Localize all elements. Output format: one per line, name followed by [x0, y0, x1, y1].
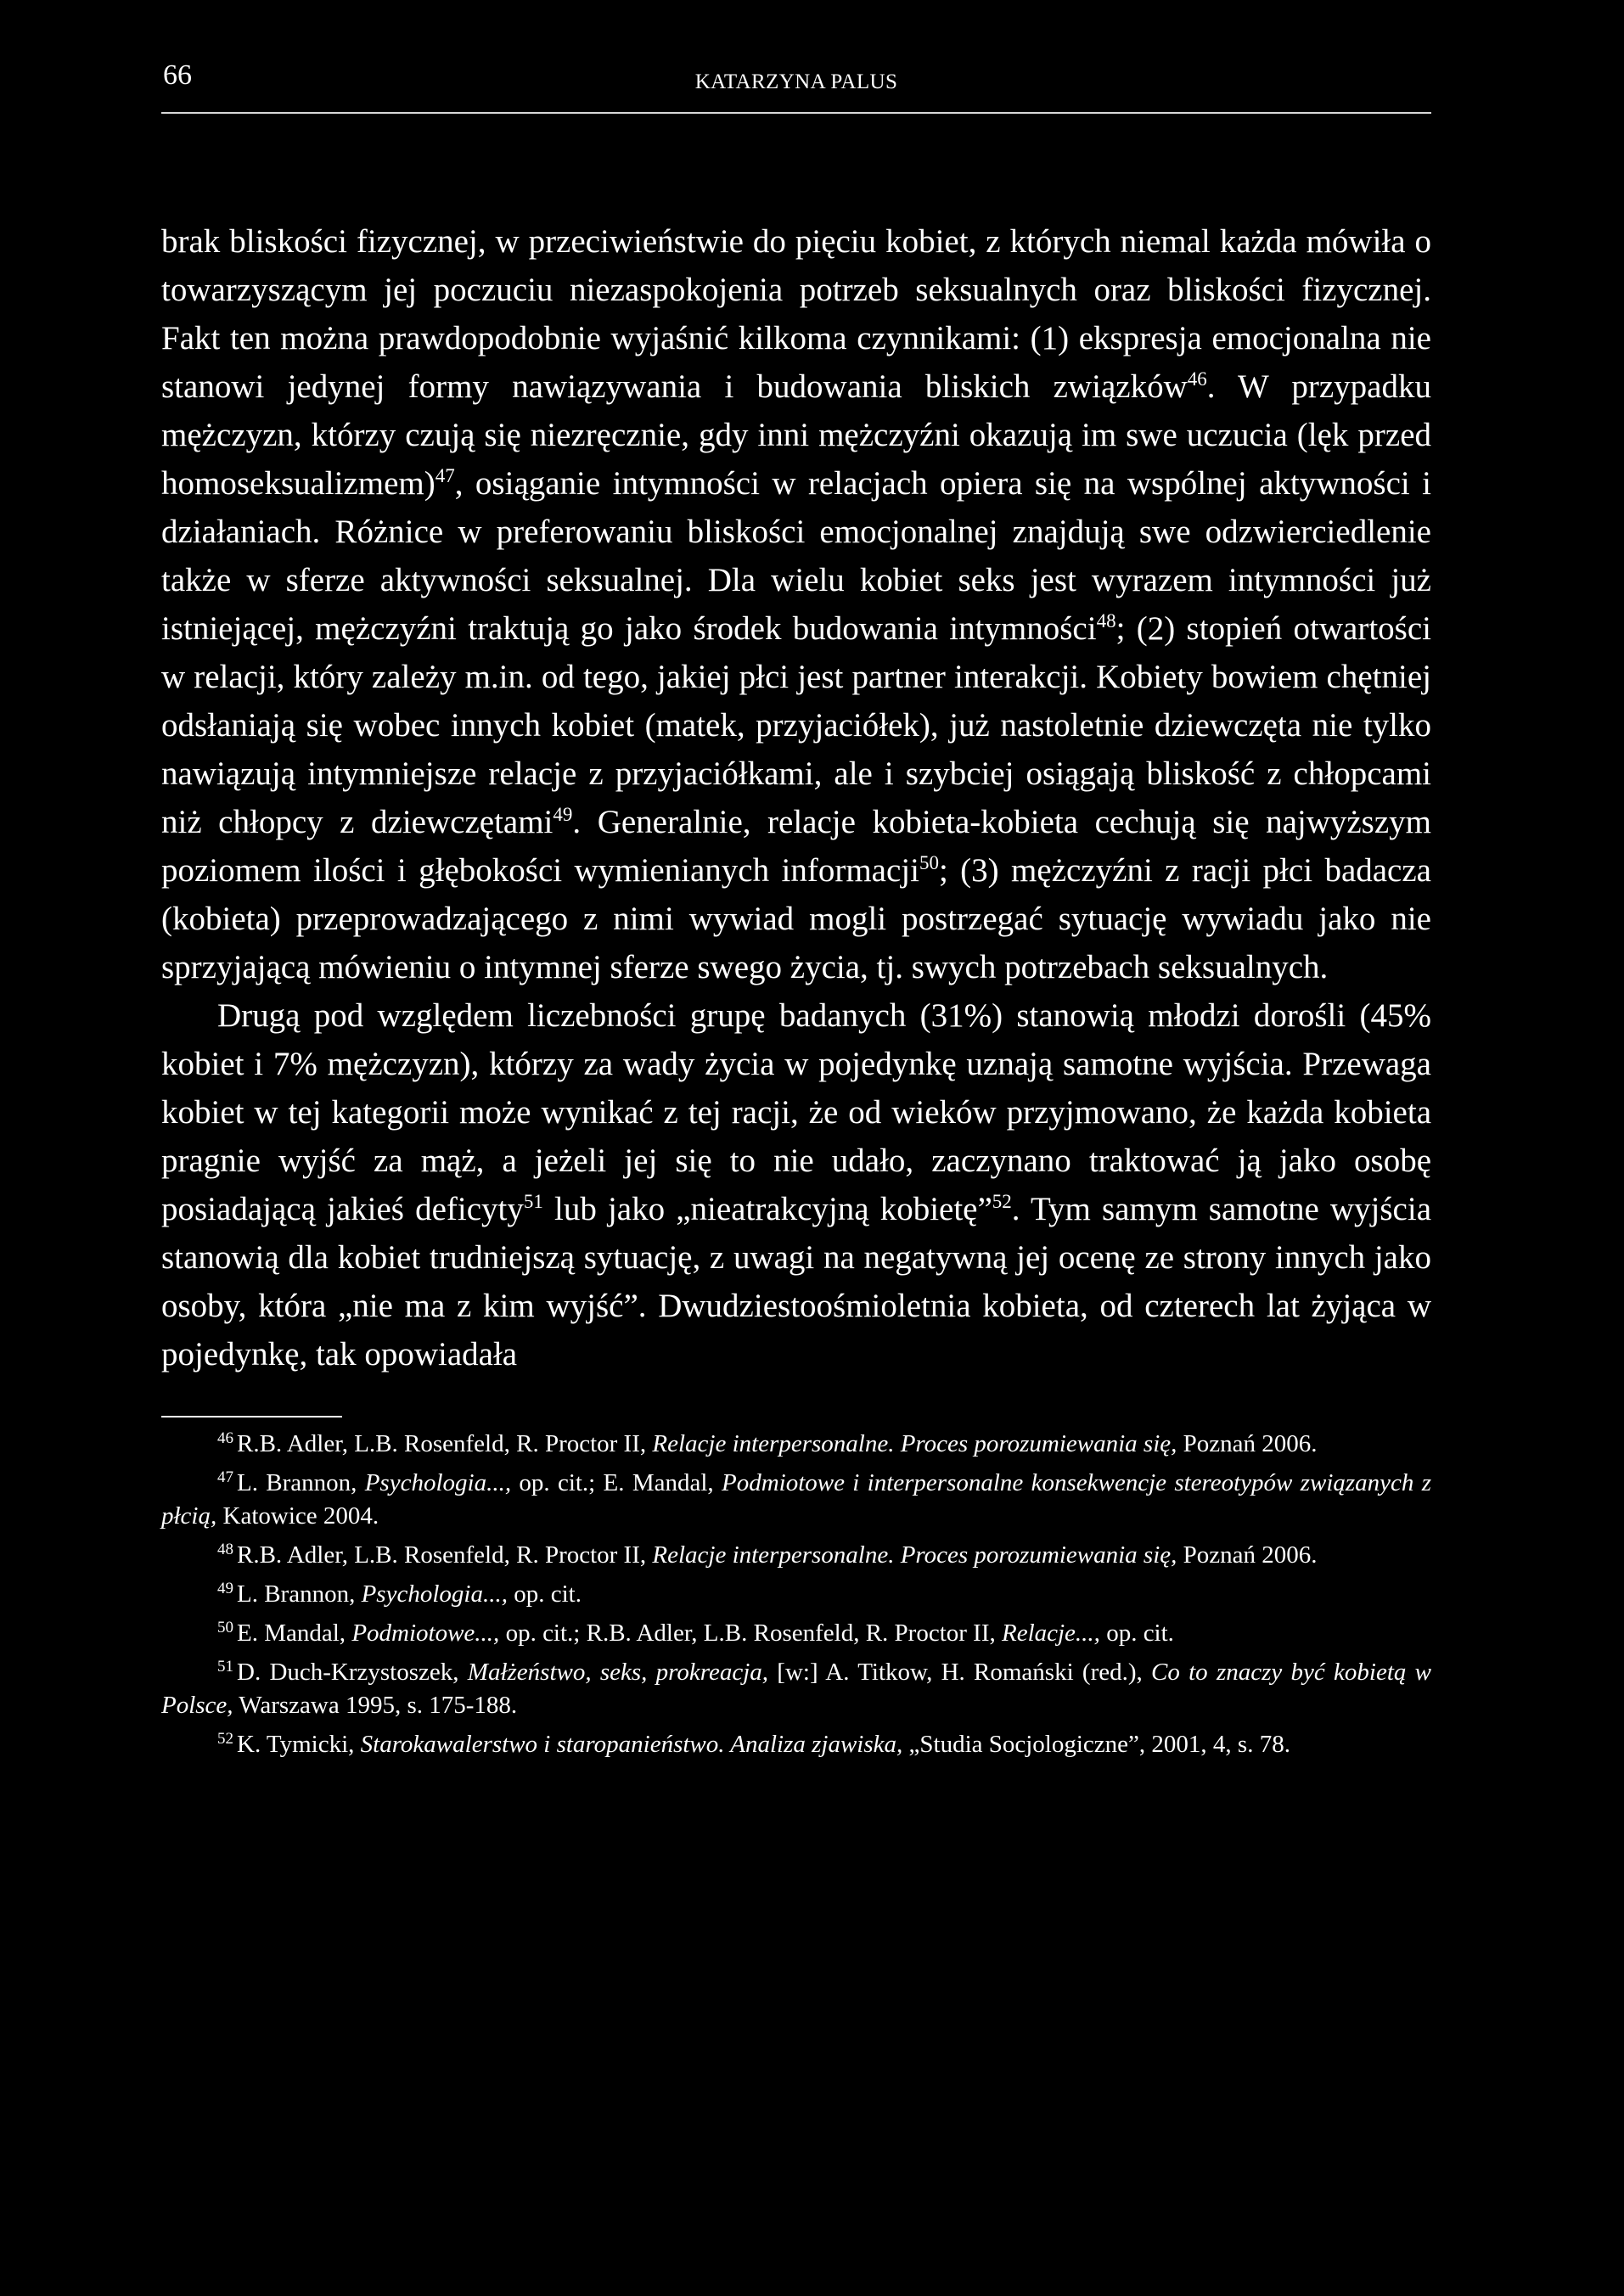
footnote-title: Starokawalerstwo i staropanieństwo. Analiza zjawiska, [360, 1731, 903, 1758]
footnote [161, 1467, 1431, 1533]
footnote-number: 48 [217, 1541, 233, 1558]
footnote-text: op. cit. [507, 1580, 582, 1608]
footnote-text: R.B. Adler, L.B. Rosenfeld, R. Proctor II, [237, 1430, 653, 1457]
footnote-text: op. cit. [1099, 1620, 1174, 1647]
footnote-text: R.B. Adler, L.B. Rosenfeld, R. Proctor II, [237, 1541, 653, 1569]
footnote-title: Psychologia..., [364, 1469, 512, 1496]
footnote-number: 51 [217, 1658, 233, 1676]
footnote-title: Podmiotowe i interpersonalne konsekwencje stereotypów związanych z płcią, [161, 1469, 1432, 1530]
footnote-number: 46 [217, 1429, 233, 1447]
text-run: . W przypadku mężczyzn, którzy czują się niezręcznie, gdy inni mężczyźni okazują im swe uczucia (lęk przed homoseksualizmem) [161, 368, 1431, 502]
footnote-text: Katowice 2004. [216, 1502, 379, 1530]
footnote-reference: 52 [992, 1191, 1012, 1212]
footnote-text: D. Duch-Krzystoszek, [237, 1659, 468, 1686]
footnote [161, 1578, 1431, 1611]
footnote-reference: 51 [523, 1191, 543, 1212]
footnote-text: L. Brannon, [237, 1580, 362, 1608]
footnote [161, 1428, 1431, 1461]
text-run: ; (2) stopień otwartości w relacji, który zależy m.in. od tego, jakiej płci jest partner interakcji. Kobiety bowiem chętniej odsłaniają się wobec innych kobiet (matek, przyjaciółek), już nastoletnie dziewczęta nie tylko nawiązują intymniejsze relacje z przyjaciółkami, ale i szybciej osiągają bliskość z chłopcami niż chłopcy z dziewczętami [161, 610, 1431, 840]
footnote-text: Poznań 2006. [1177, 1430, 1318, 1457]
text-run: , osiąganie intymności w relacjach opiera się na wspólnej aktywności i działaniach. Różnice w preferowaniu bliskości emocjonalnej znajdują swe odzwierciedlenie także w sferze aktywności seksualnej. Dla wielu kobiet seks jest wyrazem intymności już istniejącej, mężczyźni traktują go jako środek budowania intymności [161, 465, 1431, 647]
footnote-title: Relacje interpersonalne. Proces porozumiewania się, [652, 1541, 1177, 1569]
text-run: . Tym samym samotne wyjścia stanowią dla kobiet trudniejszą sytuację, z uwagi na negatywną jej ocenę ze strony innych jako osoby, która „nie ma z kim wyjść”. Dwudziestoośmioletnia kobieta, od czterech lat żyjąca w pojedynkę, tak opowiadała [161, 1191, 1431, 1373]
body-paragraph [161, 217, 1431, 991]
footnote [161, 1656, 1431, 1722]
text-run: Drugą pod względem liczebności grupę badanych (31%) stanowią młodzi dorośli (45% kobiet i 7% mężczyzn), którzy za wady życia w pojedynkę uznają samotne wyjścia. Przewaga kobiet w tej kategorii może wynikać z tej racji, że od wieków przyjmowano, że każda kobieta pragnie wyjść za mąż, a jeżeli jej się to nie udało, zaczynano traktować ją jako osobę posiadającą jakieś deficyty [161, 997, 1431, 1227]
footnote-separator [161, 1416, 342, 1417]
footnote-title: Co to znaczy być kobietą w Polsce, [161, 1659, 1431, 1719]
footnote-number: 47 [217, 1468, 233, 1486]
book-page [161, 59, 1431, 1767]
footnote-text: „Studia Socjologiczne”, 2001, 4, s. 78. [902, 1731, 1290, 1758]
running-head: KATARZYNA PALUS [694, 70, 898, 93]
footnote [161, 1539, 1431, 1572]
footnote-reference: 47 [435, 465, 455, 486]
footnote-reference: 50 [919, 852, 939, 873]
footnote-text: L. Brannon, [237, 1469, 365, 1496]
footnote [161, 1617, 1431, 1650]
footnote-text: E. Mandal, [237, 1620, 352, 1647]
text-run: brak bliskości fizycznej, w przeciwieństwie do pięciu kobiet, z których niemal każda mówiła o towarzyszącym jej poczuciu niezaspokojenia potrzeb seksualnych oraz bliskości fizycznej. Fakt ten można prawdopodobnie wyjaśnić kilkoma czynnikami: (1) ekspresja emocjonalna nie stanowi jedynej formy nawiązywania i budowania bliskich związków [161, 223, 1431, 405]
footnote-reference: 49 [553, 804, 573, 825]
main-text [161, 217, 1431, 1378]
footnote-title: Psychologia..., [361, 1580, 508, 1608]
footnote-number: 52 [217, 1730, 233, 1748]
text-run: ; (3) mężczyźni z racji płci badacza (kobieta) przeprowadzającego z nimi wywiad mogli postrzegać sytuację wywiadu jako nie sprzyjającą mówieniu o intymnej sferze swego życia, tj. swych potrzebach seksualnych. [161, 852, 1431, 985]
footnote-text: op. cit.; E. Mandal, [511, 1469, 722, 1496]
footnote-title: Relacje..., [1001, 1620, 1100, 1647]
text-run: . Generalnie, relacje kobieta-kobieta cechują się najwyższym poziomem ilości i głębokości wymienianych informacji [161, 804, 1432, 889]
footnote-text: op. cit.; R.B. Adler, L.B. Rosenfeld, R. Proctor II, [499, 1620, 1002, 1647]
footnote-title: Małżeństwo, seks, prokreacja, [467, 1659, 769, 1686]
footnote-title: Relacje interpersonalne. Proces porozumiewania się, [652, 1430, 1177, 1457]
text-run: lub jako „nieatrakcyjną kobietę” [542, 1191, 992, 1227]
footnote [161, 1728, 1431, 1761]
footnote-text: Warszawa 1995, s. 175-188. [233, 1692, 518, 1719]
footnote-text: Poznań 2006. [1177, 1541, 1318, 1569]
footnote-text: [w:] A. Titkow, H. Romański (red.), [768, 1659, 1152, 1686]
footnotes [161, 1428, 1431, 1761]
page-number: 66 [163, 59, 192, 91]
footnote-text: K. Tymicki, [237, 1731, 361, 1758]
footnote-title: Podmiotowe..., [351, 1620, 500, 1647]
body-paragraph [161, 991, 1431, 1378]
footnote-number: 49 [217, 1580, 233, 1597]
page-header [161, 59, 1431, 114]
footnote-number: 50 [217, 1619, 233, 1636]
footnote-reference: 46 [1187, 368, 1207, 390]
footnote-reference: 48 [1096, 610, 1116, 632]
